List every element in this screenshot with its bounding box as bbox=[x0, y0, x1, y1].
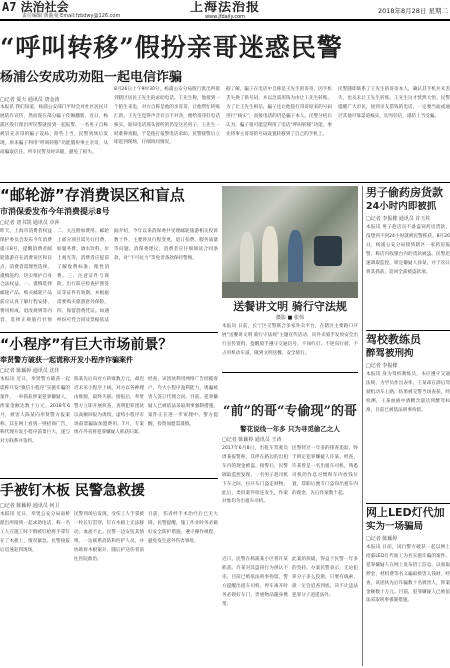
pharmacy-theft-subtitle: 24小时内即被抓 bbox=[366, 201, 437, 212]
miniprogram-subtitle: 奉贤警方破获一起谎称开发小程序诈骗案件 bbox=[0, 356, 133, 364]
column-divider bbox=[362, 186, 363, 666]
miniprogram-col-3: 经查，该团伙利用网络广告招揽客户，夸大小程序盈利能力，诱骗被害人签订代理合同。目前，犯罪嫌疑人已被依法采取刑事强制措施，案件正在进一步审理中。警方提醒，投资加盟需谨慎。 bbox=[148, 377, 218, 427]
led-scam-subtitle: 实为一场骗局 bbox=[366, 521, 424, 532]
divider bbox=[222, 372, 358, 373]
pharmacy-theft-title: 男子偷药房货款 bbox=[366, 186, 443, 199]
photo-credit: 摄影 ■ 张伟 bbox=[276, 315, 304, 321]
taxi-thief-col-1: 2017年6月8日，出租车驾驶员周某报警称，其停在路边的出租车内的现金被盗。接警后，民警调取监控发现，一名男子趁司机下车之际，拉开车门盗走财物。此后，类似案件接连发生，作案对象均为出租车司机。 bbox=[222, 446, 288, 505]
drunk-instructor-byline: □记者 李振樑 bbox=[366, 363, 398, 369]
page-header bbox=[0, 0, 450, 21]
section-number: A7 bbox=[2, 0, 17, 14]
cruise-subtitle: 市消保委发布今年消费提示8号 bbox=[0, 207, 110, 216]
photo-scooter bbox=[314, 236, 342, 266]
photo-rider-figure bbox=[288, 230, 303, 284]
divider bbox=[366, 503, 450, 504]
led-scam-title: 网上LED灯代加 bbox=[366, 506, 445, 519]
lead-divider bbox=[0, 182, 450, 183]
nailed-hand-byline: □记者 陈颖婷 通讯员 何卫 bbox=[0, 503, 60, 509]
pharmacy-theft-byline: □记者 李振樑 通讯员 许玉柱 bbox=[366, 216, 431, 222]
miniprogram-col-1: 本报讯 近日，奉贤警方破获一起谎称开发“微信小程序”实施诈骗的案件，一举抓获涉案犯罪嫌疑人，涉案金额达数十万元。2018年6月，被害人陈某向奉贤警方报案称，其在网上看到一则招商广告，称代理开发小程序前景巨大，遂与对方联系并签约。 bbox=[0, 377, 70, 445]
lead-col-2: 8月26日上午9时30分，杨浦公安分局殷行派出所接到辖区居民王先生的求助电话。王先生称，他接到一个陌生来电，对方自称是他的亲哥哥，让他帮忙转账汇款。王先生觉得声音有点不对劲，便给哥哥打电话核实，谁知电话那头接听的仍是这名男子。王先生一时难辨真假，于是拨打报警电话求助。民警接警后立即赶到现场，仔细询问情况。 bbox=[114, 87, 220, 146]
miniprogram-byline: □记者 陈颖婷 通讯员 沈佳 bbox=[0, 368, 60, 374]
miniprogram-col-2: 陈某先后向对方转账数万元，却迟迟未见小程序上线，对方以各种理由推脱，最终失联。接报后，奉贤警方立即开展侦查，查明犯罪团伙以高额回报为诱饵，虚构小程序市场前景骗取加盟费用。7月，专案组在外省将犯罪嫌疑人抓获归案。 bbox=[74, 377, 144, 436]
nailed-hand-col-2: 民警到场后发现，受伤工人手掌被一枚长钉贯穿，钉在木板上无法移动，血流不止。民警一边安抚其情绪，一边联系消防和医护人员，并协助将木板锯开，随后护送伤者前往医院救治。 bbox=[74, 512, 144, 562]
masthead: 上海法治报 bbox=[189, 1, 260, 15]
cruise-col-1: 昨天，上海市消费者权益保护委员会发布今年消费提示8号，提醒消费者邮轮旅游存在消费误区和盲点，消费者需理性选择，谨慎签约，切实维护自身合法权益。一、谨慎选择邮轮产品。购买邮轮产品前应认真了解行程安排、费用构成、退改规则等内容，选择正规旅行社预 bbox=[0, 229, 52, 324]
drunk-instructor-subtitle: 醉驾被刑拘 bbox=[366, 348, 414, 359]
photo-caption-title: 送餐讲文明 骑行守法规 bbox=[233, 300, 347, 313]
lead-col-4: 民警随即联系了王先生的哥哥本人，确认其手机并未丢失，也从未让王先生转账。王先生这才恍然大悟。民警提醒广大市民，接到亲友借钱的电话，一定要当面或通过其他可靠渠道核实，切勿轻信，谨防上当受骗。 bbox=[338, 87, 450, 119]
nailed-hand-col-3: 目前，伤者经手术治疗后已无大碍。民警提醒，施工作业时务必做好安全防护措施，遵守操作规程，避免发生意外伤害事故。 bbox=[148, 512, 218, 544]
lead-subhead: 杨浦公安成功劝阻一起电信诈骗 bbox=[0, 70, 183, 85]
taxi-thief-col-4: 此案的侦破，得益于民警一年多的坚持。办案民警表示，无论犯罪分子多么狡猾，只要有线索，就一定会追查到底，决不让违法犯罪分子逍遥法外。 bbox=[292, 557, 358, 598]
photo-officer-figure bbox=[240, 232, 254, 284]
drunk-instructor-title: 驾校教练员 bbox=[366, 333, 421, 346]
lead-col-1: 本报讯 我们知道，杨浦公安部门平时会对社区居民开展防诈宣传，然而现在部分骗子伎俩翻新。近日，杨浦区殷行派出所民警就接到一起报警，一名男子自称被冒充亲哥的骗子设局，险些上当。民警到场后发现，原来骗子利用“呼叫转移”功能假扮事主亲哥，从而骗取信任。所幸民警及时识破，避免了损失。 bbox=[0, 105, 108, 155]
section-editor: 责任编辑 黄曲曼 Email:fzbdwy@126.com bbox=[22, 13, 121, 19]
divider bbox=[366, 330, 450, 331]
photo-officer-figure bbox=[262, 226, 278, 284]
section-title: 法治社会 bbox=[20, 0, 69, 14]
photo-caption-text: 本报讯 日前，长宁区交警联合多家外卖平台，在辖区主要路口开展“送餐讲文明 骑行守法规”主题宣传活动，向外卖骑手发放安全出行宣传资料，提醒骑手遵守交通信号，不闯红灯、不逆向行驶、不占用机动车道，做到文明送餐、安全骑行。 bbox=[222, 324, 358, 356]
cruise-col-3: 据介绍，今年以来消保委共受理邮轮旅游相关投诉数十件，主要涉及行程变更、退订扣费、服务质量等问题。消保委建议，消费者应仔细阅读合同条款，对“不可抗力”等免责条款保持警惕。 bbox=[114, 229, 218, 261]
cruise-title: “邮轮游”存消费误区和盲点 bbox=[0, 186, 185, 204]
cruise-col-2: 二、关注附加费用。邮轮上部分项目需另行付费，如服务费、酒水饮料、岸上观光等，消费者应提前了解收费标准，理性消费。三、注意证件与保险。出行前应检查护照签证等证件有效期，并根据需要购买旅游意外保险。四、保留消费凭证。如遇纠纷可凭合同及票据依法 bbox=[57, 229, 109, 324]
divider bbox=[0, 478, 218, 479]
website: www.jfdaily.com bbox=[204, 14, 246, 20]
led-scam-byline: □记者 陈颖婷 bbox=[366, 536, 398, 542]
taxi-thief-byline: □记者 陈颖婷 通讯员 王涛 bbox=[222, 437, 282, 443]
drunk-instructor-text: 本报讯 身为驾校教练员，本应遵守交通法规、为学员作出表率，王某却在酒后驾驶机动车上路，结果被交警当场查获。经检测，王某血液中酒精含量达到醉驾标准，目前已被依法刑事拘留。 bbox=[366, 372, 450, 413]
taxi-thief-col-3: 近日，民警在杨浦某小区将许某抓获。许某对其盗窃行为供认不讳，目前已被依法刑事拘留。警方提醒出租车司机，停车离开时务必锁好车门，贵重物品随身携带。 bbox=[222, 557, 288, 607]
nailed-hand-title: 手被钉木板 民警急救援 bbox=[0, 483, 145, 499]
divider bbox=[0, 332, 218, 333]
issue-date: 2018年8月28日 星期二 bbox=[377, 7, 448, 15]
lead-headline: “呼叫转移”假扮亲哥迷惑民警 bbox=[0, 33, 343, 62]
taxi-thief-col-2: 民警经过一年多的排查追踪，终于锁定犯罪嫌疑人许某。经查，许某曾是一名出租车司机，熟悉司机的作息习惯和车内放钱位置，辞职后便专门盗窃出租车内的现金，先后作案数十起。 bbox=[292, 446, 358, 496]
pharmacy-theft-text: 本报讯 男子趁店员不备盗窃药房货款，没想到不到24小时就被民警抓获。8月20日，杨浦公安分局接到辖区一家药房报警，称店内收银台内的货款被盗。民警迅速调取监控，锁定嫌疑人徐某，并于次日将其抓获，追回全部被盗款项。 bbox=[366, 225, 450, 275]
taxi-thief-subtitle: 警花说线一年多 只为寻觅偷乙之人 bbox=[240, 425, 340, 433]
nailed-hand-col-1: 本报讯 近日，奉贤公安分局南桥派出所接到一起求助电话，称一名工人在施工时不慎被钉枪将手掌钉在了木板上，情况紧急。民警接报后迅速赶到现场。 bbox=[0, 512, 70, 553]
delivery-photo bbox=[222, 186, 358, 298]
taxi-thief-title: “前”的哥“专偷现”的哥 bbox=[223, 404, 357, 419]
lead-col-3: 据了解，骗子在电话中自称是王先生的哥哥，因手机丢失换了新号码，并以急需用钱为由让王先生转账。为了让王先生相信，骗子还让他拨打哥哥原来的号码进行“核实”，而接电话的仍是骗子本人。民警分析后认为，骗子很可能是利用了电话“呼叫转移”功能，事先将事主哥哥的号码设置转移到了自己的手机上。 bbox=[226, 87, 332, 137]
cruise-byline: □记者 唐书凯 通讯员 卓萍 bbox=[0, 220, 60, 226]
miniprogram-title: “小程序”有巨大市场前景？ bbox=[0, 337, 173, 353]
lead-byline: □记者 夏天 通讯员 唐金涛 bbox=[0, 97, 60, 103]
photo-road bbox=[222, 282, 358, 298]
led-scam-text: 本报讯 日前，闵行警方破获一起以网上招募LED灯代加工为名实施诈骗的案件。犯罪嫌疑人在网上发布招工信息，以收取押金、材料费等名义骗取被害人钱财。经查，该团伙先后诈骗数十名被害人，涉案金额数十万元。目前，犯罪嫌疑人已被依法采取刑事强制措施。 bbox=[366, 545, 450, 604]
